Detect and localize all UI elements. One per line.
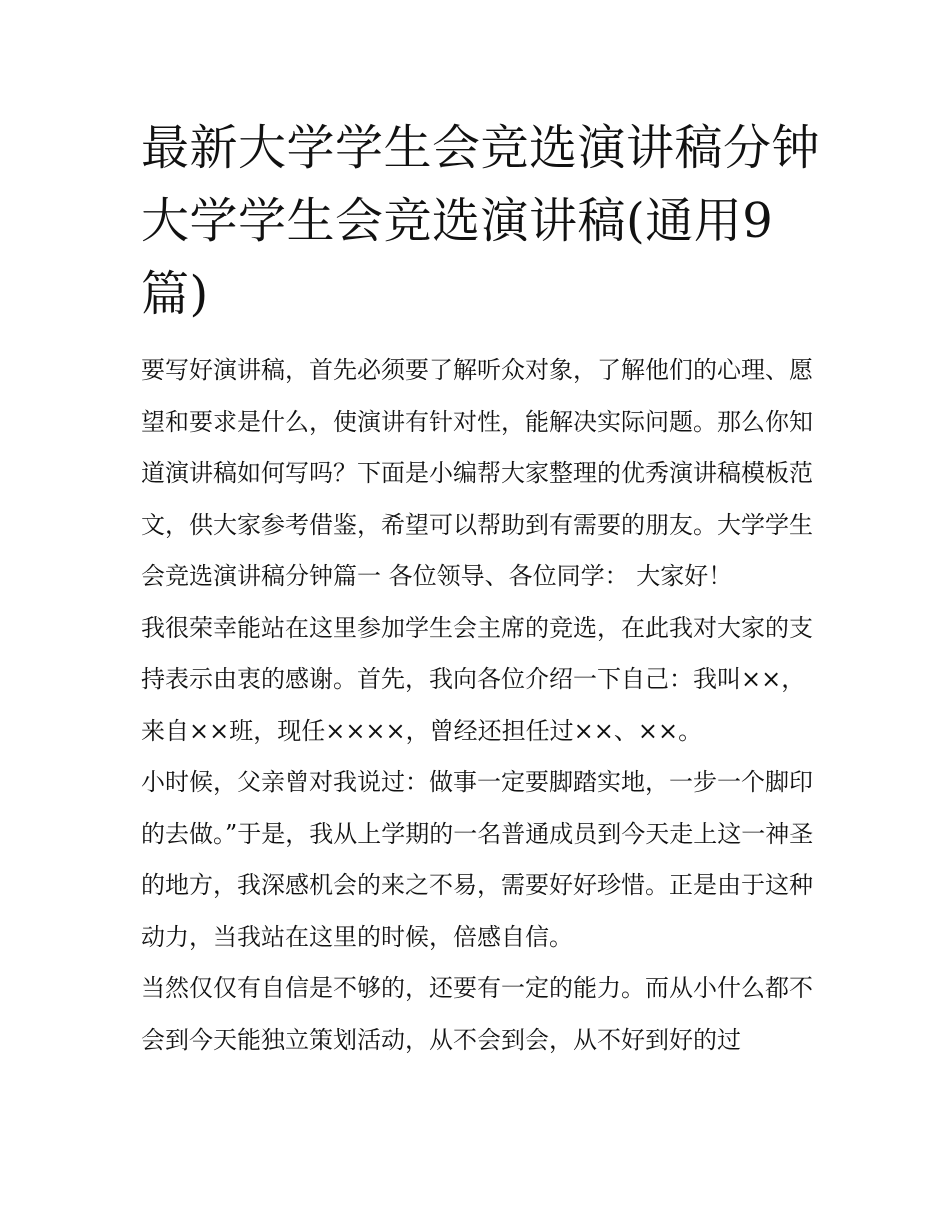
paragraph-father-advice: 小时候，父亲曾对我说过：做事一定要脚踏实地，一步一个脚印的去做。”于是，我从上学期的一名普通成员到今天走上这一神圣的地方，我深感机会的来之不易，需要好好珍惜。正是由于这种动力，当我站在这里的时候，倍感自信。	[141, 768, 814, 951]
paragraph-intro: 要写好演讲稿，首先必须要了解听众对象，了解他们的心理、愿望和要求是什么，使演讲有针对性，能解决实际问题。那么你知道演讲稿如何写吗？下面是小编帮大家整理的优秀演讲稿模板范文，供大家参考借鉴，希望可以帮助到有需要的朋友。大学学生会竞选演讲稿分钟篇一 各位领导、各位同学： 大家好！	[141, 356, 813, 590]
document-title: 最新大学学生会竞选演讲稿分钟 大学学生会竞选演讲稿(通用9篇)	[141, 120, 821, 322]
paragraph-ability: 当然仅仅有自信是不够的，还要有一定的能力。而从小什么都不会到今天能独立策划活动，从不会到会，从不好到好的过	[141, 974, 813, 1054]
paragraph-self-introduction: 我很荣幸能站在这里参加学生会主席的竞选，在此我对大家的支持表示由衷的感谢。首先，我向各位介绍一下自己：我叫××，来自××班，现任××××，曾经还担任过××、××。	[141, 613, 813, 745]
document-body	[141, 112, 821, 1066]
